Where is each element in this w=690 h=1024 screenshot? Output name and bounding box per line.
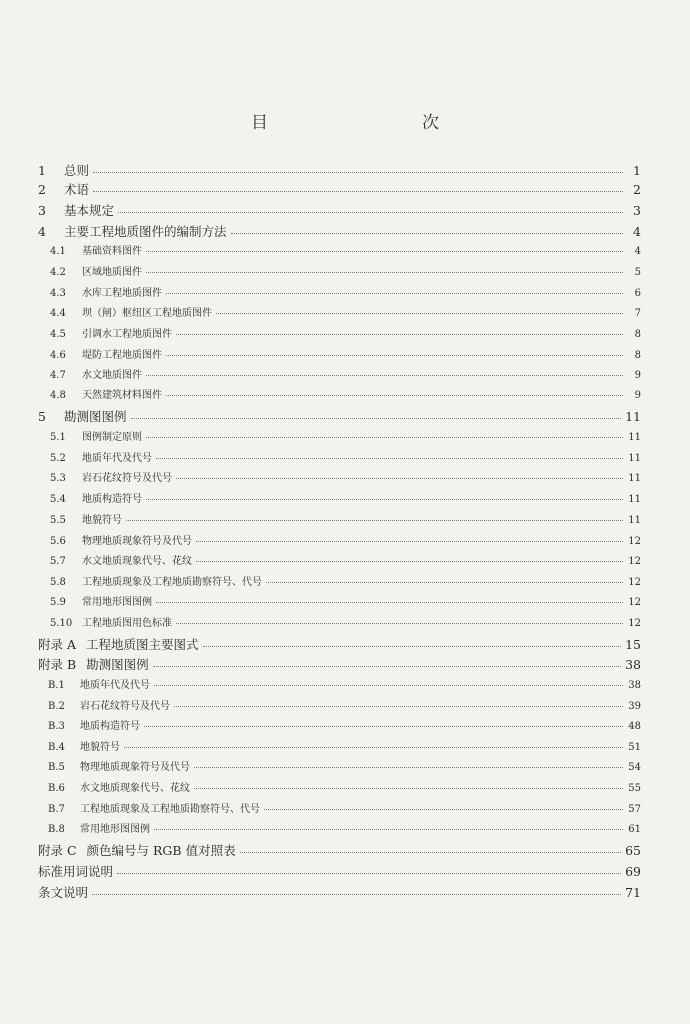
toc-entry[interactable] bbox=[38, 407, 641, 423]
toc-entry-page-number: 6 bbox=[634, 288, 641, 299]
toc-entry-label: 地质构造符号 bbox=[80, 721, 140, 732]
toc-entry-page-number: 55 bbox=[628, 783, 641, 794]
toc-entry-page-number: 65 bbox=[625, 843, 641, 858]
toc-entry-number: 4.3 bbox=[50, 288, 66, 299]
dot-leader bbox=[154, 820, 623, 830]
dot-leader bbox=[231, 224, 623, 234]
dot-leader bbox=[240, 843, 622, 853]
toc-entry-number: B.4 bbox=[48, 742, 65, 753]
toc-entry-page-number: 4 bbox=[633, 224, 641, 239]
toc-entry-page-number: 54 bbox=[628, 762, 641, 773]
toc-entry-number: 4 bbox=[38, 224, 46, 239]
dot-leader bbox=[126, 511, 623, 521]
toc-entry-page-number: 48 bbox=[628, 721, 641, 732]
toc-entry[interactable] bbox=[50, 428, 641, 444]
toc-entry-page-number: 8 bbox=[634, 350, 641, 361]
toc-entry-page-number: 61 bbox=[628, 824, 641, 835]
toc-entry-number: 5 bbox=[38, 409, 46, 424]
toc-entry[interactable] bbox=[50, 532, 641, 548]
dot-leader bbox=[156, 593, 623, 603]
toc-entry-label: 地质年代及代号 bbox=[82, 453, 152, 464]
toc-entry-label: 坝（闸）枢纽区工程地质图件 bbox=[82, 308, 212, 319]
toc-entry-number: 3 bbox=[38, 203, 46, 218]
toc-entry-page-number: 7 bbox=[634, 308, 641, 319]
toc-entry[interactable] bbox=[50, 242, 641, 258]
toc-entry-label: 物理地质现象符号及代号 bbox=[80, 762, 190, 773]
toc-entry-number: 5.10 bbox=[50, 618, 73, 629]
toc-entry-page-number: 11 bbox=[628, 515, 641, 526]
toc-entry-label: 颜色编号与 RGB 值对照表 bbox=[86, 843, 236, 858]
dot-leader bbox=[131, 409, 622, 419]
toc-entry[interactable] bbox=[50, 346, 641, 362]
toc-entry-page-number: 11 bbox=[628, 473, 641, 484]
dot-leader bbox=[176, 325, 623, 335]
toc-entry[interactable] bbox=[50, 325, 641, 341]
toc-entry-label: 主要工程地质图件的编制方法 bbox=[64, 224, 227, 239]
dot-leader bbox=[118, 203, 623, 213]
toc-entry-label: 水文地质图件 bbox=[82, 370, 142, 381]
toc-entry[interactable] bbox=[38, 841, 641, 857]
dot-leader bbox=[146, 242, 623, 252]
dot-leader bbox=[216, 304, 623, 314]
toc-entry[interactable] bbox=[38, 883, 641, 899]
toc-entry-page-number: 11 bbox=[625, 409, 641, 424]
toc-entry-number: 5.9 bbox=[50, 597, 66, 608]
dot-leader bbox=[92, 885, 621, 895]
toc-entry[interactable] bbox=[50, 490, 641, 506]
toc-entry-number: 5.6 bbox=[50, 536, 66, 547]
toc-entry-page-number: 12 bbox=[628, 556, 641, 567]
toc-entry[interactable] bbox=[38, 222, 641, 238]
dot-leader bbox=[176, 469, 623, 479]
toc-entry-page-number: 8 bbox=[634, 329, 641, 340]
toc-entry-page-number: 38 bbox=[628, 680, 641, 691]
toc-entry[interactable] bbox=[38, 201, 641, 217]
toc-entry-page-number: 4 bbox=[634, 246, 641, 257]
toc-entry[interactable] bbox=[50, 386, 641, 402]
toc-entry-page-number: 9 bbox=[634, 390, 641, 401]
dot-leader bbox=[166, 346, 623, 356]
toc-entry[interactable] bbox=[48, 738, 641, 754]
toc-entry-number: B.7 bbox=[48, 804, 65, 815]
toc-entry-page-number: 11 bbox=[628, 453, 641, 464]
toc-entry-number: B.8 bbox=[48, 824, 65, 835]
toc-entry-number: 4.4 bbox=[50, 308, 66, 319]
dot-leader bbox=[146, 263, 623, 273]
toc-entry-number: 4.5 bbox=[50, 329, 66, 340]
toc-entry-page-number: 12 bbox=[628, 577, 641, 588]
toc-entry[interactable] bbox=[48, 717, 641, 733]
toc-entry-number: 5.3 bbox=[50, 473, 66, 484]
toc-entry-label: 天然建筑材料图件 bbox=[82, 390, 162, 401]
toc-entry-label: 岩石花纹符号及代号 bbox=[80, 701, 170, 712]
dot-leader bbox=[264, 800, 623, 810]
dot-leader bbox=[166, 284, 623, 294]
toc-entry-label: 勘测图图例 bbox=[64, 409, 127, 424]
toc-entry-page-number: 69 bbox=[625, 864, 641, 879]
toc-entry[interactable] bbox=[48, 758, 641, 774]
page-title: 目 次 bbox=[251, 113, 479, 133]
dot-leader bbox=[153, 657, 621, 667]
dot-leader bbox=[156, 449, 623, 459]
toc-entry-label: 术语 bbox=[64, 182, 90, 197]
toc-entry-number: 4.6 bbox=[50, 350, 66, 361]
toc-entry[interactable] bbox=[38, 635, 641, 651]
toc-entry[interactable] bbox=[50, 552, 641, 568]
toc-entry-page-number: 15 bbox=[625, 637, 641, 652]
dot-leader bbox=[196, 552, 623, 562]
dot-leader bbox=[146, 428, 623, 438]
toc-entry-page-number: 38 bbox=[625, 657, 641, 672]
toc-entry-label: 工程地质现象及工程地质勘察符号、代号 bbox=[80, 804, 260, 815]
toc-entry[interactable] bbox=[50, 284, 641, 300]
dot-leader bbox=[174, 697, 623, 707]
toc-entry-page-number: 51 bbox=[628, 742, 641, 753]
dot-leader bbox=[146, 366, 623, 376]
toc-entry-number: 4.8 bbox=[50, 390, 66, 401]
toc-entry-label: 常用地形图图例 bbox=[82, 597, 152, 608]
toc-entry-label: 地貌符号 bbox=[82, 515, 122, 526]
toc-entry[interactable] bbox=[48, 676, 641, 692]
toc-entry-number: B.1 bbox=[48, 680, 65, 691]
toc-entry-page-number: 9 bbox=[634, 370, 641, 381]
dot-leader bbox=[196, 532, 623, 542]
toc-entry[interactable] bbox=[50, 449, 641, 465]
toc-entry-page-number: 5 bbox=[634, 267, 641, 278]
toc-entry-label: 堤防工程地质图件 bbox=[82, 350, 162, 361]
dot-leader bbox=[166, 386, 623, 396]
dot-leader bbox=[93, 163, 623, 173]
toc-entry[interactable] bbox=[38, 655, 641, 671]
dot-leader bbox=[176, 614, 623, 624]
dot-leader bbox=[124, 738, 623, 748]
toc-entry-label: 水文地质现象代号、花纹 bbox=[82, 556, 192, 567]
dot-leader bbox=[146, 490, 623, 500]
toc-entry-number: B.2 bbox=[48, 701, 65, 712]
toc-entry-number: 附录 B bbox=[38, 657, 77, 672]
toc-entry-number: B.3 bbox=[48, 721, 65, 732]
toc-entry-number: 5.2 bbox=[50, 453, 66, 464]
toc-entry[interactable] bbox=[50, 469, 641, 485]
toc-entry-label: 地质构造符号 bbox=[82, 494, 142, 505]
toc-entry[interactable] bbox=[50, 263, 641, 279]
toc-entry-page-number: 39 bbox=[628, 701, 641, 712]
dot-leader bbox=[117, 864, 621, 874]
toc-entry-number: 5.5 bbox=[50, 515, 66, 526]
toc-entry[interactable] bbox=[38, 161, 641, 177]
toc-entry-number: 4.7 bbox=[50, 370, 66, 381]
toc-entry-page-number: 12 bbox=[628, 618, 641, 629]
toc-entry[interactable] bbox=[48, 800, 641, 816]
toc-entry-label: 勘测图图例 bbox=[86, 657, 149, 672]
toc-entry[interactable] bbox=[50, 511, 641, 527]
toc-entry-number: 5.8 bbox=[50, 577, 66, 588]
toc-entry-number: 4.1 bbox=[50, 246, 66, 257]
toc-entry[interactable] bbox=[48, 697, 641, 713]
toc-entry-page-number: 71 bbox=[625, 885, 641, 900]
toc-entry[interactable] bbox=[38, 862, 641, 878]
toc-entry-number: B.5 bbox=[48, 762, 65, 773]
toc-entry-number: B.6 bbox=[48, 783, 65, 794]
dot-leader bbox=[203, 637, 622, 647]
toc-entry-label: 区域地质图件 bbox=[82, 267, 142, 278]
toc-entry-label: 图例制定原则 bbox=[82, 432, 142, 443]
toc-entry-number: 1 bbox=[38, 163, 46, 178]
toc-entry-label: 地貌符号 bbox=[80, 742, 120, 753]
toc-entry-label: 岩石花纹符号及代号 bbox=[82, 473, 172, 484]
toc-entry-label: 水文地质现象代号、花纹 bbox=[80, 783, 190, 794]
toc-entry-number: 4.2 bbox=[50, 267, 66, 278]
toc-entry-label: 标准用词说明 bbox=[38, 864, 114, 879]
toc-entry-label: 地质年代及代号 bbox=[80, 680, 150, 691]
toc-entry-label: 物理地质现象符号及代号 bbox=[82, 536, 192, 547]
toc-entry[interactable] bbox=[50, 366, 641, 382]
toc-entry-number: 5.7 bbox=[50, 556, 66, 567]
toc-entry[interactable] bbox=[50, 614, 641, 630]
toc-entry-page-number: 2 bbox=[633, 182, 641, 197]
toc-entry-label: 常用地形图图例 bbox=[80, 824, 150, 835]
dot-leader bbox=[144, 717, 623, 727]
dot-leader bbox=[194, 779, 623, 789]
toc-entry-number: 2 bbox=[38, 182, 46, 197]
toc-entry[interactable] bbox=[50, 573, 641, 589]
toc-entry-page-number: 1 bbox=[633, 163, 641, 178]
toc-entry[interactable] bbox=[38, 180, 641, 196]
toc-entry-label: 水库工程地质图件 bbox=[82, 288, 162, 299]
toc-entry-page-number: 12 bbox=[628, 597, 641, 608]
toc-entry[interactable] bbox=[50, 304, 641, 320]
toc-entry-label: 总则 bbox=[64, 163, 90, 178]
toc-entry-number: 5.1 bbox=[50, 432, 66, 443]
toc-entry-label: 基础资料图件 bbox=[82, 246, 142, 257]
dot-leader bbox=[154, 676, 623, 686]
toc-entry[interactable] bbox=[48, 779, 641, 795]
toc-entry-page-number: 3 bbox=[633, 203, 641, 218]
dot-leader bbox=[194, 758, 623, 768]
toc-entry-label: 工程地质图主要图式 bbox=[86, 637, 199, 652]
toc-entry-label: 工程地质现象及工程地质勘察符号、代号 bbox=[82, 577, 262, 588]
toc-entry-label: 条文说明 bbox=[38, 885, 89, 900]
toc-entry-label: 引调水工程地质图件 bbox=[82, 329, 172, 340]
toc-entry-page-number: 12 bbox=[628, 536, 641, 547]
toc-entry[interactable] bbox=[48, 820, 641, 836]
dot-leader bbox=[266, 573, 623, 583]
toc-entry-number: 附录 C bbox=[38, 843, 77, 858]
toc-entry-label: 工程地质图用色标准 bbox=[82, 618, 172, 629]
toc-entry-number: 附录 A bbox=[38, 637, 77, 652]
toc-entry-number: 5.4 bbox=[50, 494, 66, 505]
toc-entry-page-number: 11 bbox=[628, 494, 641, 505]
toc-entry-page-number: 57 bbox=[628, 804, 641, 815]
dot-leader bbox=[93, 182, 623, 192]
toc-entry-page-number: 11 bbox=[628, 432, 641, 443]
toc-entry[interactable] bbox=[50, 593, 641, 609]
toc-entry-label: 基本规定 bbox=[64, 203, 115, 218]
